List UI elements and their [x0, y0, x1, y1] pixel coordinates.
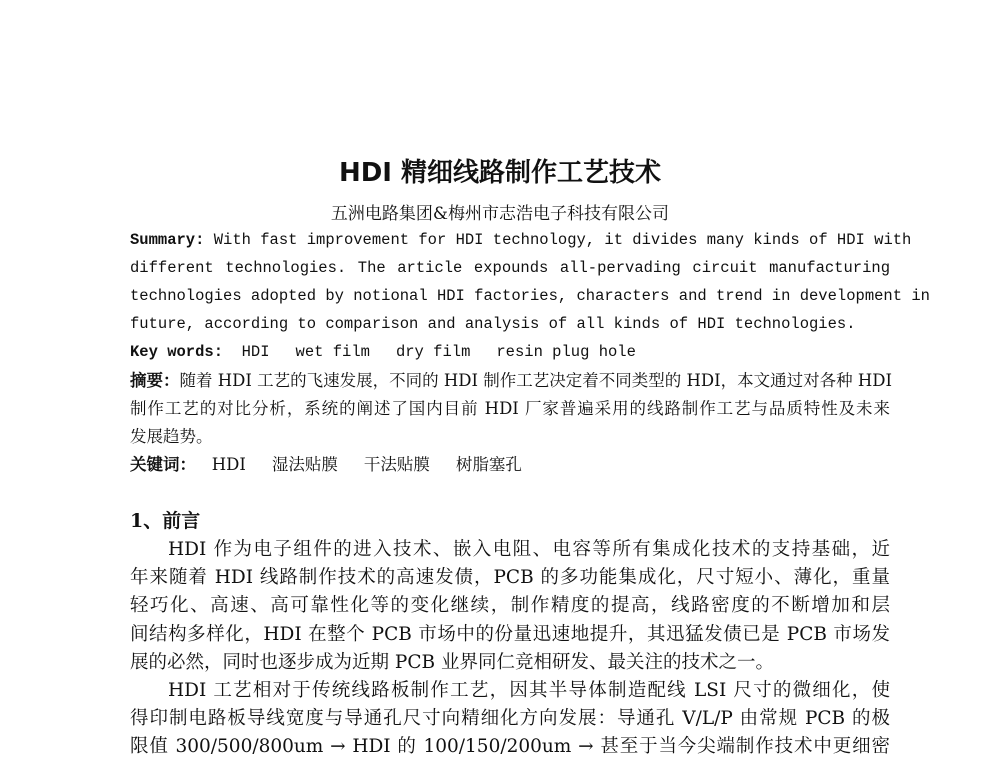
keyword: resin plug hole	[496, 343, 636, 361]
summary-line: technologies adopted by notional HDI factories, characters and trend in development in	[130, 287, 930, 305]
summary-line: different technologies. The article expounds all-pervading circuit manufacturing	[130, 259, 890, 277]
section-heading: 1、前言	[130, 510, 201, 532]
keyword: HDI	[241, 343, 270, 361]
keyword: dry film	[395, 343, 471, 361]
keywords-cn-label: 关键词：	[130, 455, 196, 474]
abstract-line: 发展趋势。	[130, 427, 213, 446]
keyword: wet film	[295, 343, 370, 361]
paragraph-line: 轻巧化、高速、高可靠性化等的变化继续，制作精度的提高，线路密度的不断增加和层	[130, 595, 890, 616]
paragraph-line: 间结构多样化，HDI 在整个 PCB 市场中的份量迅速地提升，其迅猛发债已是 PCB 市场发	[130, 624, 890, 645]
abstract-line: 制作工艺的对比分析，系统的阐述了国内目前 HDI 厂家普遍采用的线路制作工艺与品质特性及未来	[130, 399, 890, 418]
affiliation: 五洲电路集团&梅州市志浩电子科技有限公司	[330, 204, 670, 224]
keywords-en	[130, 340, 890, 364]
paragraph-line: HDI 工艺相对于传统线路板制作工艺，因其半导体制造配线 LSI 尺寸的微细化，使	[168, 680, 890, 701]
keywords-cn	[130, 453, 890, 477]
summary-label: Summary:	[130, 231, 205, 249]
paragraph-line: 限值 300/500/800um → HDI 的 100/150/200um → 甚至于当今尖端制作技术中更细密	[130, 736, 890, 757]
summary-line: future, according to comparison and analysis of all kinds of HDI technologies.	[130, 315, 856, 333]
paragraph-line: HDI 作为电子组件的进入技术、嵌入电阻、电容等所有集成化技术的支持基础，近	[168, 539, 890, 560]
paragraph-line: 展的必然，同时也逐步成为近期 PCB 业界同仁竞相研发、最关注的技术之一。	[130, 652, 774, 673]
keywords-en-label: Key words:	[130, 343, 224, 361]
keyword: 湿法贴膜	[271, 455, 338, 474]
keyword: 干法贴膜	[363, 455, 430, 474]
keyword: HDI	[211, 455, 246, 474]
abstract-text: 随着 HDI 工艺的飞速发展，不同的 HDI 制作工艺决定着不同类型的 HDI，本文通过对各种 HDI	[179, 371, 893, 390]
keyword: 树脂塞孔	[455, 455, 522, 474]
abstract-line	[130, 369, 893, 393]
abstract-label: 摘要：	[130, 371, 180, 390]
paragraph-line: 得印制电路板导线宽度与导通孔尺寸向精细化方向发展：导通孔 V/L/P 由常规 PCB 的极	[130, 708, 890, 729]
summary-text: With fast improvement for HDI technology, it divides many kinds of HDI with	[213, 231, 912, 249]
paragraph-line: 年来随着 HDI 线路制作技术的高速发债，PCB 的多功能集成化，尺寸短小、薄化，重量	[130, 567, 890, 588]
page-title: HDI 精细线路制作工艺技术	[338, 158, 662, 188]
summary-line	[130, 228, 912, 252]
